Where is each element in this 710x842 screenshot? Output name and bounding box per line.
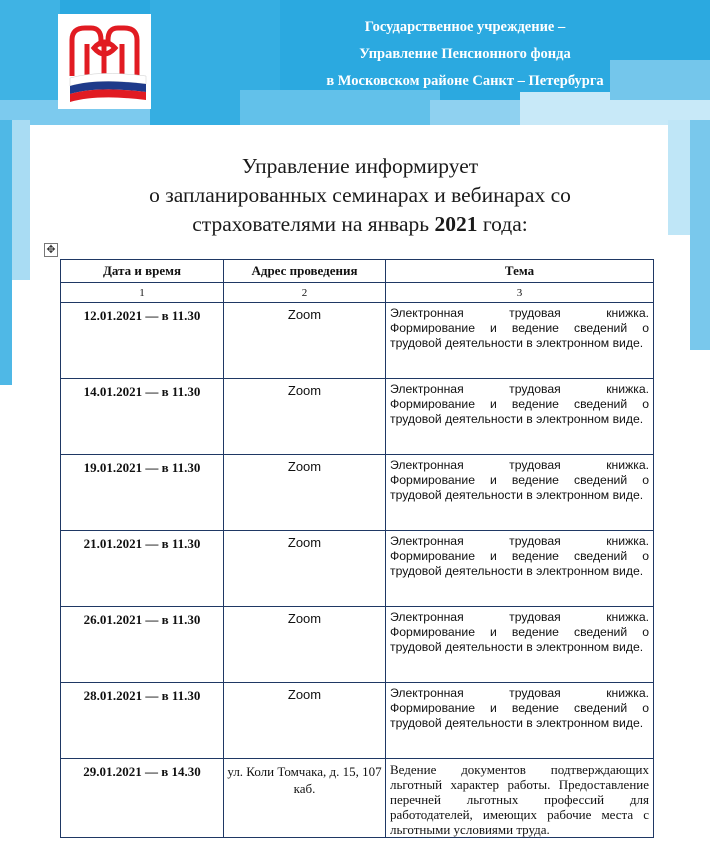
- title-line-3-suffix: года:: [477, 212, 528, 236]
- header-address: Адрес проведения: [224, 260, 386, 283]
- row-topic: Электронная трудовая книжка. Формирование и ведение сведений о трудовой деятельности в электронном виде.: [386, 683, 654, 759]
- org-line-2: Управление Пенсионного фонда: [359, 46, 571, 62]
- table-row: [61, 455, 654, 531]
- row-address: ул. Коли Томчака, д. 15, 107 каб.: [224, 759, 386, 838]
- row-date: 14.01.2021 — в 11.30: [61, 379, 224, 455]
- table-header-row: [61, 260, 654, 283]
- row-date: 21.01.2021 — в 11.30: [61, 531, 224, 607]
- page-title: [60, 152, 660, 239]
- column-number-row: [61, 283, 654, 303]
- table-row: [61, 759, 654, 838]
- title-line-2: о запланированных семинарах и вебинарах со: [149, 183, 571, 207]
- table-row: [61, 531, 654, 607]
- title-year: 2021: [434, 212, 478, 236]
- row-topic: Электронная трудовая книжка. Формирование и ведение сведений о трудовой деятельности в электронном виде.: [386, 455, 654, 531]
- pfr-emblem-icon: [72, 28, 137, 76]
- pfr-logo: [58, 14, 151, 109]
- row-date: 26.01.2021 — в 11.30: [61, 607, 224, 683]
- row-address: Zoom: [224, 379, 386, 455]
- table-move-handle-icon[interactable]: ✥: [44, 243, 58, 257]
- left-decor: [0, 120, 12, 385]
- col-number: 2: [224, 283, 386, 303]
- russian-flag-icon: [70, 73, 146, 102]
- row-date: 29.01.2021 — в 14.30: [61, 759, 224, 838]
- row-topic: Электронная трудовая книжка. Формирование и ведение сведений о трудовой деятельности в электронном виде.: [386, 607, 654, 683]
- row-date: 28.01.2021 — в 11.30: [61, 683, 224, 759]
- row-topic: Электронная трудовая книжка. Формирование и ведение сведений о трудовой деятельности в электронном виде.: [386, 303, 654, 379]
- title-line-1: Управление информирует: [241, 154, 479, 178]
- header-topic: Тема: [386, 260, 654, 283]
- table-row: [61, 379, 654, 455]
- org-line-3: в Московском районе Санкт – Петербурга: [326, 73, 604, 89]
- row-address: Zoom: [224, 683, 386, 759]
- org-line-1: Государственное учреждение –: [364, 19, 566, 35]
- table-row: [61, 683, 654, 759]
- title-line-3-prefix: страхователями на январь: [192, 212, 435, 236]
- table-row: [61, 303, 654, 379]
- schedule-table: [60, 259, 654, 838]
- col-number: 3: [386, 283, 654, 303]
- row-topic: Ведение документов подтверждающих льготный характер работы. Предоставление перечней льготных профессий для работодателей, имеющих рабочие места с льготными условиями труда.: [386, 759, 654, 838]
- title-line-3: [60, 210, 660, 239]
- right-decor: [690, 120, 710, 350]
- row-address: Zoom: [224, 455, 386, 531]
- table-row: [61, 607, 654, 683]
- right-decor-light: [668, 120, 690, 235]
- left-decor-light: [12, 120, 30, 280]
- row-address: Zoom: [224, 531, 386, 607]
- row-date: 12.01.2021 — в 11.30: [61, 303, 224, 379]
- row-date: 19.01.2021 — в 11.30: [61, 455, 224, 531]
- header-date: Дата и время: [61, 260, 224, 283]
- col-number: 1: [61, 283, 224, 303]
- row-topic: Электронная трудовая книжка. Формирование и ведение сведений о трудовой деятельности в электронном виде.: [386, 531, 654, 607]
- row-topic: Электронная трудовая книжка. Формирование и ведение сведений о трудовой деятельности в электронном виде.: [386, 379, 654, 455]
- org-header: [250, 14, 680, 95]
- row-address: Zoom: [224, 607, 386, 683]
- row-address: Zoom: [224, 303, 386, 379]
